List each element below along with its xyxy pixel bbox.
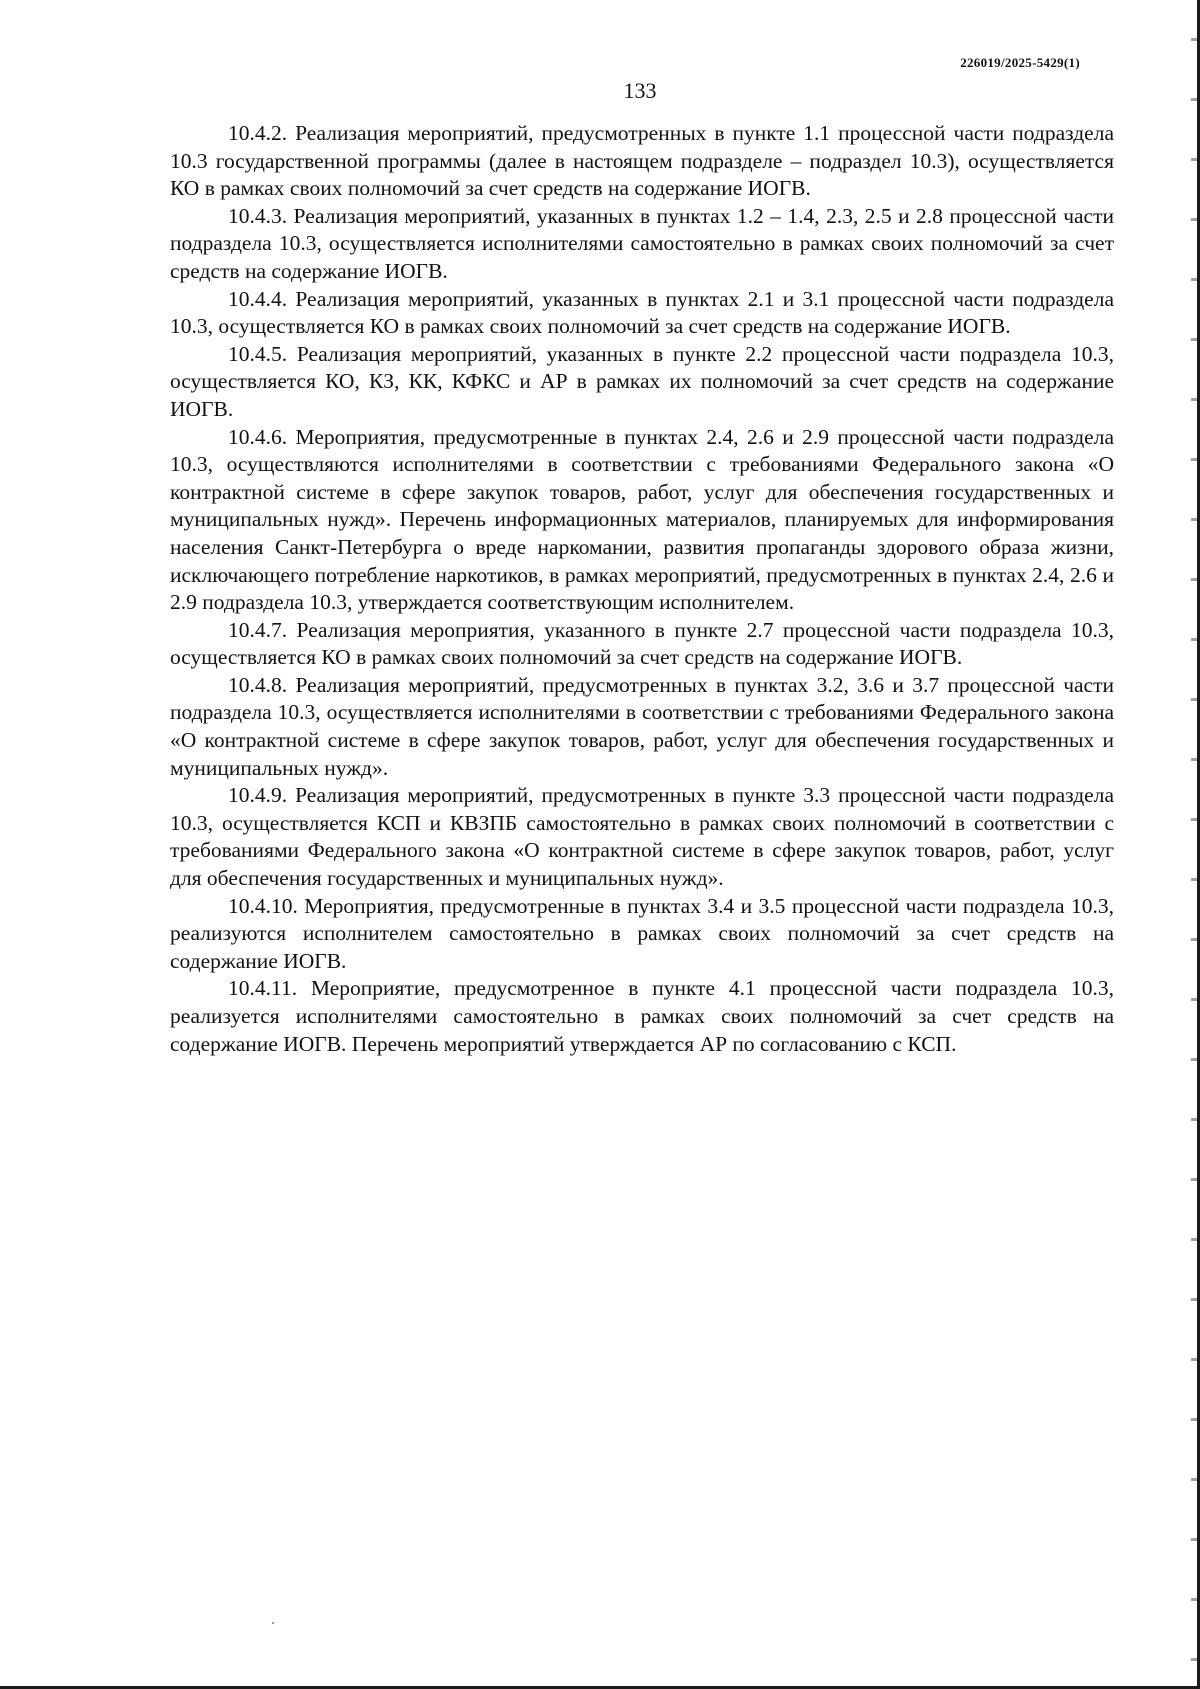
paragraph-10-4-10: 10.4.10. Мероприятия, предусмотренные в пунктах 3.4 и 3.5 процессной части подраздела 10.3, реализуются исполнителем самостоятельно в рамках своих полномочий за счет средств на содержание ИОГВ. [170, 893, 1114, 973]
paragraph-10-4-9: 10.4.9. Реализация мероприятий, предусмотренных в пункте 3.3 процессной части подраздела 10.3, осуществляется КСП и КВЗПБ самостоятельно в рамках своих полномочий в соответствии с требованиями Федерального закона «О контрактной системе в сфере закупок товаров, работ, услуг для обеспечения государственных и муниципальных нужд». [170, 783, 1114, 891]
paragraph-10-4-8: 10.4.8. Реализация мероприятий, предусмотренных в пунктах 3.2, 3.6 и 3.7 процессной части подраздела 10.3, осуществляется исполнителями в соответствии с требованиями Федерального закона «О контрактной системе в сфере закупок товаров, работ, услуг для обеспечения государственных и муниципальных нужд». [170, 672, 1114, 780]
document-registration-number: 226019/2025-5429(1) [960, 55, 1080, 70]
paragraph-10-4-3: 10.4.3. Реализация мероприятий, указанных в пунктах 1.2 – 1.4, 2.3, 2.5 и 2.8 процессной части подраздела 10.3, осуществляется исполнителями самостоятельно в рамках своих полномочий за счет средств на содержание ИОГВ. [170, 203, 1114, 283]
paragraph-10-4-2: 10.4.2. Реализация мероприятий, предусмотренных в пункте 1.1 процессной части подраздела 10.3 государственной программы (далее в настоящем подразделе – подраздел 10.3), осуществляется КО в рамках своих полномочий за счет средств на содержание ИОГВ. [170, 121, 1114, 201]
paragraph-10-4-11: 10.4.11. Мероприятие, предусмотренное в пункте 4.1 процессной части подраздела 10.3, реализуется исполнителями самостоятельно в рамках своих полномочий за счет средств на содержание ИОГВ. Перечень мероприятий утверждается АР по согласованию с КСП. [170, 976, 1114, 1056]
paragraph-10-4-6: 10.4.6. Мероприятия, предусмотренные в пунктах 2.4, 2.6 и 2.9 процессной части подраздела 10.3, осуществляются исполнителями в соответствии с требованиями Федерального закона «О контрактной системе в сфере закупок товаров, работ, услуг для обеспечения государственных и муниципальных нужд». Перечень информационных материалов, планируемых для информирования населения Санкт-Петербурга о вреде наркомании, развития пропаганды здорового образа жизни, исключающего потребление наркотиков, в рамках мероприятий, предусмотренных в пунктах 2.4, 2.6 и 2.9 подраздела 10.3, утверждается соответствующим исполнителем. [170, 424, 1114, 615]
page-number: 133 [623, 78, 657, 103]
scan-speck [272, 1622, 274, 1624]
paragraph-10-4-5: 10.4.5. Реализация мероприятий, указанных в пункте 2.2 процессной части подраздела 10.3, осуществляется КО, КЗ, КК, КФКС и АР в рамках их полномочий за счет средств на содержание ИОГВ. [170, 341, 1114, 421]
paragraph-10-4-4: 10.4.4. Реализация мероприятий, указанных в пунктах 2.1 и 3.1 процессной части подраздела 10.3, осуществляется КО в рамках своих полномочий за счет средств на содержание ИОГВ. [170, 286, 1114, 339]
document-body [170, 120, 1114, 1058]
scan-margin-marks [1191, 0, 1197, 1689]
paragraph-10-4-7: 10.4.7. Реализация мероприятия, указанного в пункте 2.7 процессной части подраздела 10.3, осуществляется КО в рамках своих полномочий за счет средств на содержание ИОГВ. [170, 617, 1114, 670]
